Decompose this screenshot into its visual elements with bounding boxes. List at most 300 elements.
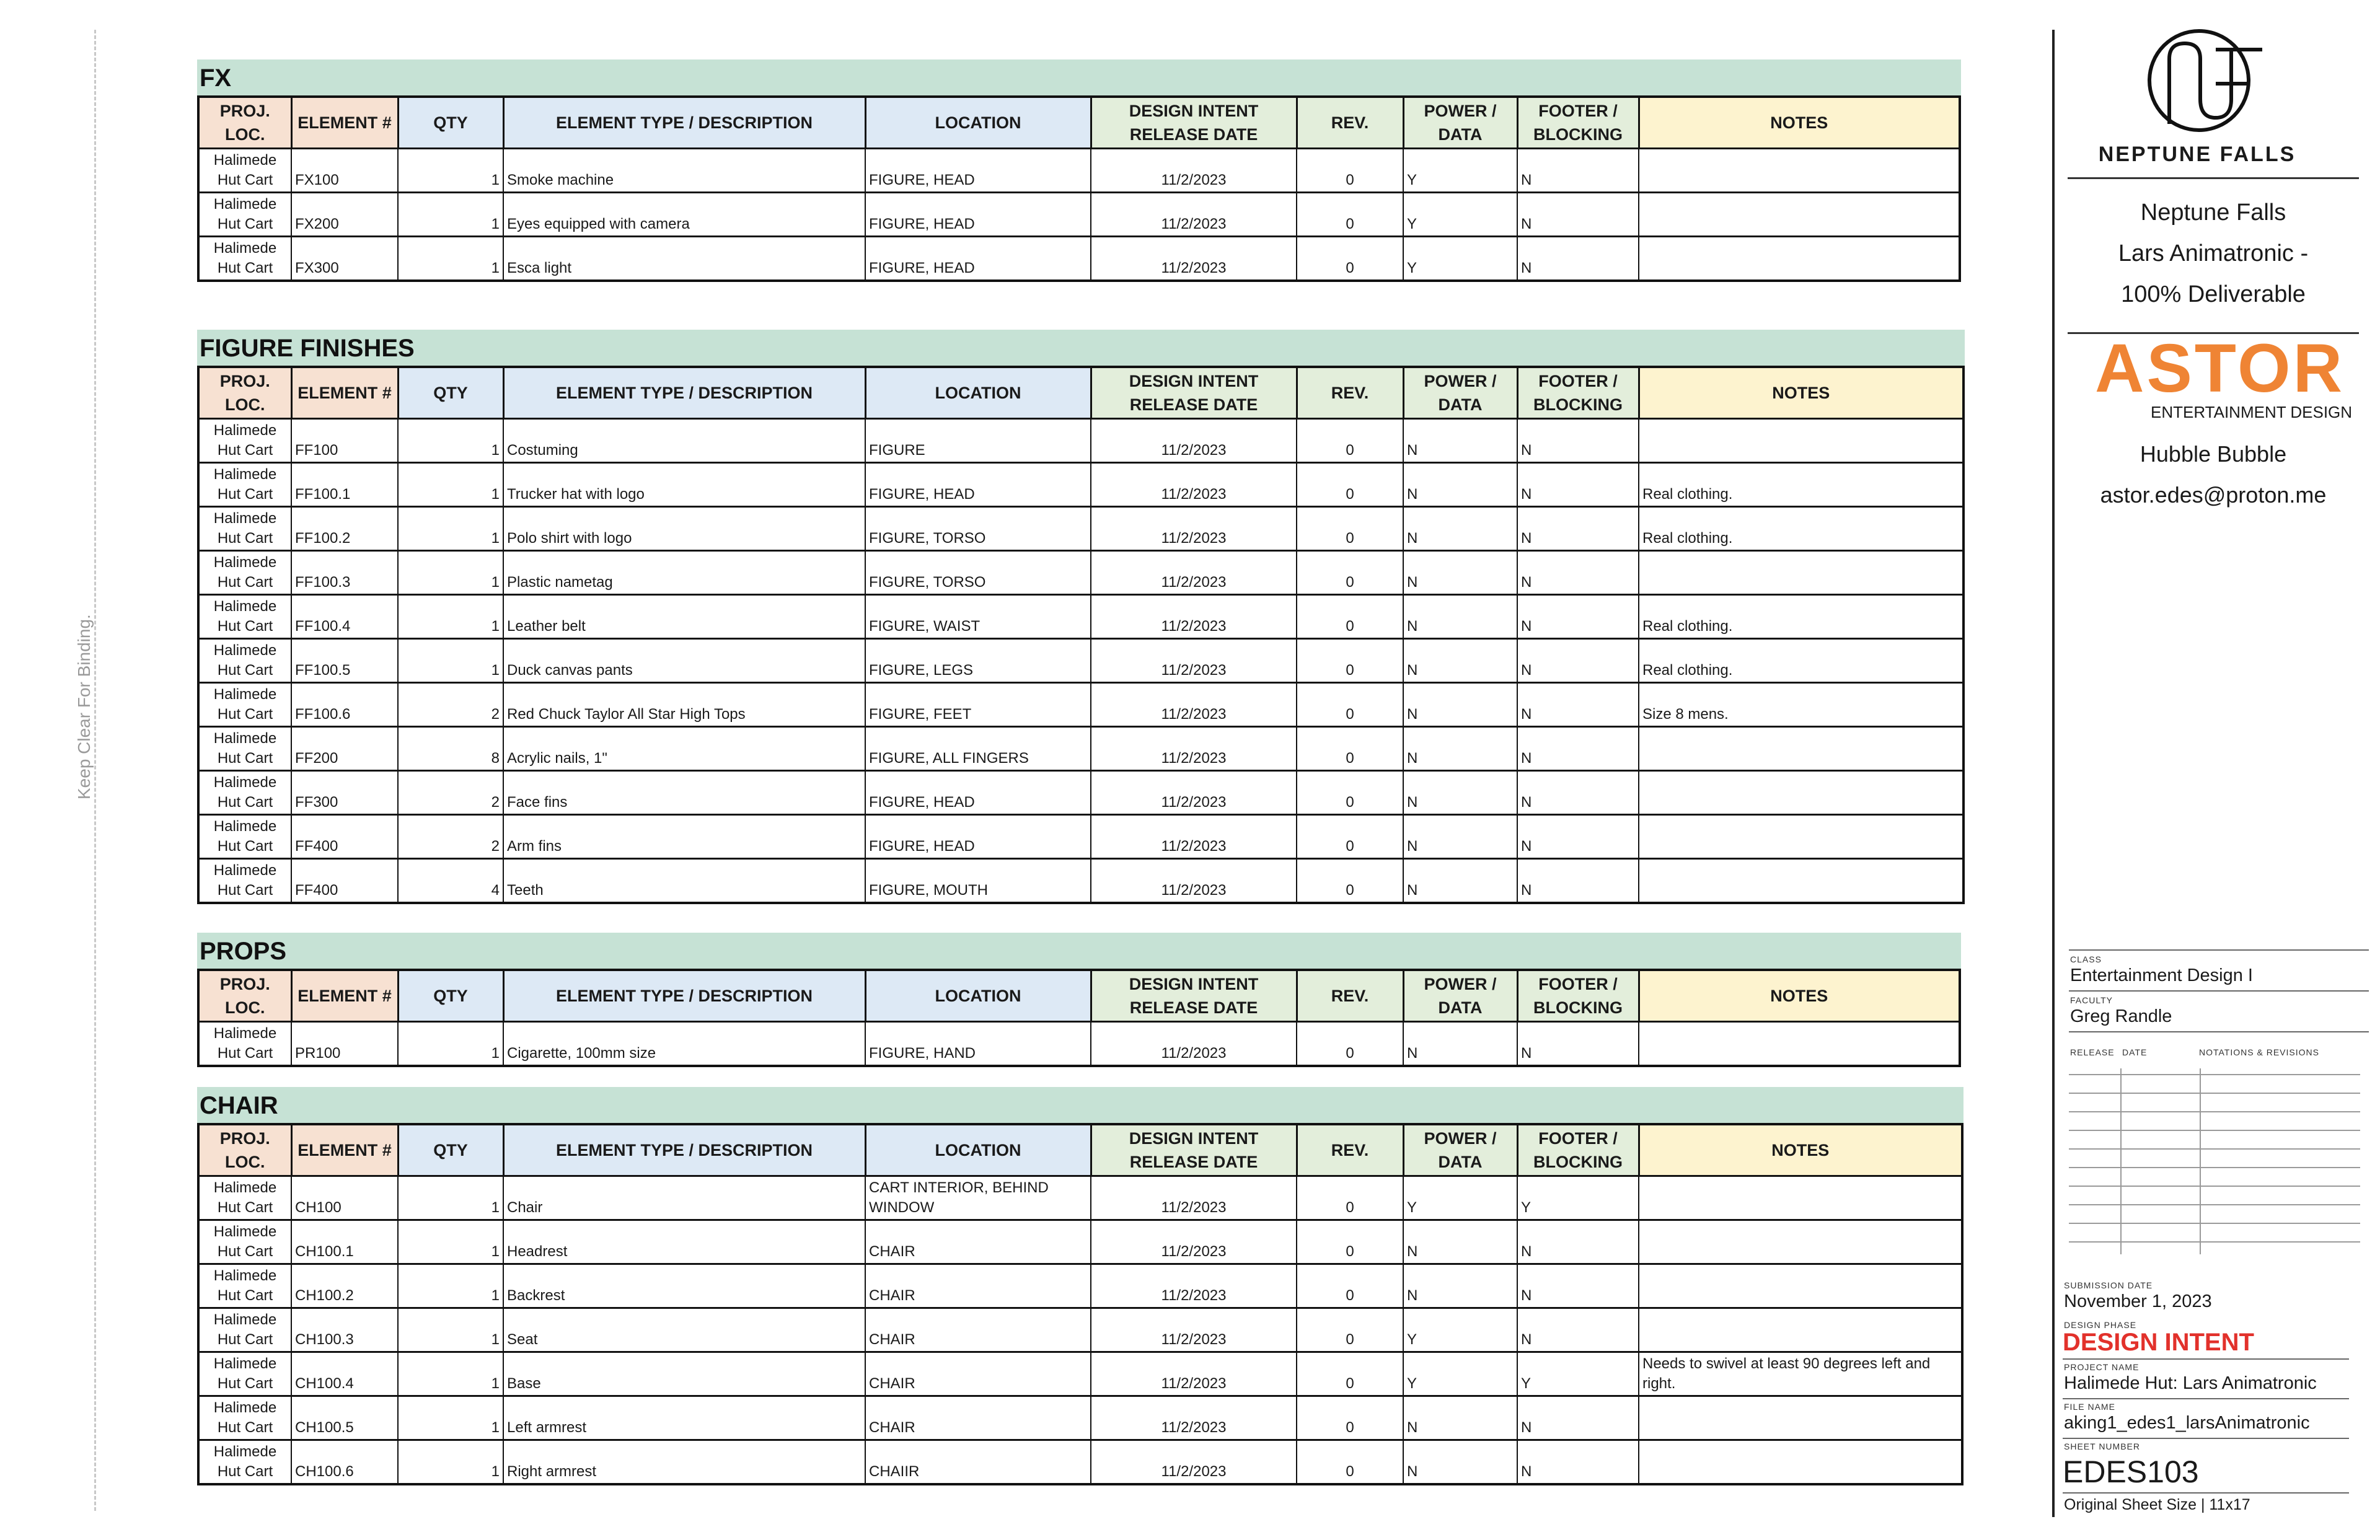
rev-header-date: DATE xyxy=(2122,1047,2148,1057)
cell-qty: 1 xyxy=(398,237,503,281)
cell-qty: 1 xyxy=(398,551,503,595)
cell-rev: 0 xyxy=(1297,463,1403,507)
cell-loc: FIGURE, WAIST xyxy=(865,595,1091,639)
cell-qty: 1 xyxy=(398,1440,503,1485)
cell-power: N xyxy=(1403,551,1517,595)
cell-rev: 0 xyxy=(1297,1396,1403,1440)
title-block-rule xyxy=(2068,177,2359,179)
cell-notes xyxy=(1639,771,1963,815)
cell-elem: CH100.1 xyxy=(291,1220,398,1264)
column-header-notes: NOTES xyxy=(1639,970,1960,1022)
cell-proj: Halimede Hut Cart xyxy=(198,1308,291,1352)
cell-proj: Halimede Hut Cart xyxy=(198,193,291,237)
cell-loc: FIGURE, TORSO xyxy=(865,551,1091,595)
cell-date: 11/2/2023 xyxy=(1091,1352,1297,1396)
cell-rev: 0 xyxy=(1297,595,1403,639)
cell-elem: FF100.1 xyxy=(291,463,398,507)
schedule-table xyxy=(197,969,1961,1067)
cell-proj: Halimede Hut Cart xyxy=(198,815,291,859)
cell-elem: CH100.6 xyxy=(291,1440,398,1485)
title-block-divider xyxy=(2052,30,2055,1517)
cell-loc: FIGURE, HEAD xyxy=(865,149,1091,193)
cell-rev: 0 xyxy=(1297,727,1403,771)
cell-rev: 0 xyxy=(1297,815,1403,859)
cell-qty: 1 xyxy=(398,1308,503,1352)
column-header-proj: PROJ. LOC. xyxy=(198,367,291,419)
header-row xyxy=(198,97,1960,149)
table-row xyxy=(198,1220,1962,1264)
cell-type: Base xyxy=(503,1352,865,1396)
cell-proj: Halimede Hut Cart xyxy=(198,727,291,771)
cell-notes xyxy=(1639,551,1963,595)
cell-footer: N xyxy=(1517,1264,1639,1308)
section-props xyxy=(197,933,1961,1067)
cell-elem: CH100 xyxy=(291,1176,398,1220)
cell-footer: N xyxy=(1517,1440,1639,1485)
cell-date: 11/2/2023 xyxy=(1091,1022,1297,1067)
table-row xyxy=(198,595,1963,639)
column-header-loc: LOCATION xyxy=(865,1124,1091,1176)
meta-rule xyxy=(2069,949,2369,951)
cell-proj: Halimede Hut Cart xyxy=(198,1176,291,1220)
cell-notes xyxy=(1639,419,1963,463)
cell-notes xyxy=(1639,193,1960,237)
table-row xyxy=(198,771,1963,815)
cell-proj: Halimede Hut Cart xyxy=(198,237,291,281)
column-header-power: POWER / DATA xyxy=(1403,97,1517,149)
column-header-proj: PROJ. LOC. xyxy=(198,970,291,1022)
meta-rule xyxy=(2063,1492,2349,1494)
cell-loc: CHAIR xyxy=(865,1308,1091,1352)
cell-elem: FF100.6 xyxy=(291,683,398,727)
cell-date: 11/2/2023 xyxy=(1091,859,1297,904)
cell-qty: 2 xyxy=(398,683,503,727)
column-header-qty: QTY xyxy=(398,970,503,1022)
cell-notes xyxy=(1639,727,1963,771)
cell-date: 11/2/2023 xyxy=(1091,551,1297,595)
cell-notes xyxy=(1639,1308,1962,1352)
cell-proj: Halimede Hut Cart xyxy=(198,1022,291,1067)
cell-loc: FIGURE, ALL FINGERS xyxy=(865,727,1091,771)
table-row xyxy=(198,1440,1962,1485)
cell-power: N xyxy=(1403,595,1517,639)
table-row xyxy=(198,1176,1962,1220)
column-header-notes: NOTES xyxy=(1639,1124,1962,1176)
cell-footer: N xyxy=(1517,1396,1639,1440)
table-row xyxy=(198,1308,1962,1352)
header-row xyxy=(198,1124,1962,1176)
table-row xyxy=(198,507,1963,551)
project-name-value: Halimede Hut: Lars Animatronic xyxy=(2064,1373,2317,1393)
cell-qty: 1 xyxy=(398,149,503,193)
cell-elem: CH100.2 xyxy=(291,1264,398,1308)
cell-notes xyxy=(1639,1264,1962,1308)
cell-loc: FIGURE, HEAD xyxy=(865,463,1091,507)
cell-loc: FIGURE, HEAD xyxy=(865,237,1091,281)
cell-footer: N xyxy=(1517,237,1639,281)
cell-loc: CHAIR xyxy=(865,1220,1091,1264)
column-header-elem: ELEMENT # xyxy=(291,367,398,419)
cell-loc: FIGURE, MOUTH xyxy=(865,859,1091,904)
cell-qty: 1 xyxy=(398,419,503,463)
cell-rev: 0 xyxy=(1297,1176,1403,1220)
cell-type: Smoke machine xyxy=(503,149,865,193)
cell-power: Y xyxy=(1403,1308,1517,1352)
column-header-footer: FOOTER / BLOCKING xyxy=(1517,1124,1639,1176)
neptune-falls-logo-icon xyxy=(2064,25,2361,143)
cell-proj: Halimede Hut Cart xyxy=(198,419,291,463)
cell-notes xyxy=(1639,1440,1962,1485)
column-header-footer: FOOTER / BLOCKING xyxy=(1517,367,1639,419)
cell-type: Eyes equipped with camera xyxy=(503,193,865,237)
design-phase-label: DESIGN PHASE xyxy=(2064,1320,2137,1330)
cell-type: Backrest xyxy=(503,1264,865,1308)
cell-type: Plastic nametag xyxy=(503,551,865,595)
submission-date-label: SUBMISSION DATE xyxy=(2064,1280,2153,1290)
file-name-label: FILE NAME xyxy=(2064,1402,2115,1412)
cell-elem: CH100.4 xyxy=(291,1352,398,1396)
meta-rule xyxy=(2063,1358,2349,1360)
column-header-power: POWER / DATA xyxy=(1403,1124,1517,1176)
cell-date: 11/2/2023 xyxy=(1091,1308,1297,1352)
cell-qty: 1 xyxy=(398,1022,503,1067)
cell-footer: N xyxy=(1517,595,1639,639)
column-header-notes: NOTES xyxy=(1639,97,1960,149)
rev-header-release: RELEASE xyxy=(2070,1047,2115,1057)
cell-notes: Real clothing. xyxy=(1639,463,1963,507)
cell-date: 11/2/2023 xyxy=(1091,595,1297,639)
table-row xyxy=(198,419,1963,463)
cell-footer: N xyxy=(1517,1308,1639,1352)
cell-power: Y xyxy=(1403,193,1517,237)
cell-type: Teeth xyxy=(503,859,865,904)
cell-date: 11/2/2023 xyxy=(1091,463,1297,507)
cell-date: 11/2/2023 xyxy=(1091,1396,1297,1440)
schedule-table xyxy=(197,1123,1963,1485)
cell-rev: 0 xyxy=(1297,237,1403,281)
cell-footer: N xyxy=(1517,815,1639,859)
cell-footer: N xyxy=(1517,1022,1639,1067)
section-title: PROPS xyxy=(197,933,1961,969)
cell-rev: 0 xyxy=(1297,149,1403,193)
cell-elem: FF100 xyxy=(291,419,398,463)
sheet-number-label: SHEET NUMBER xyxy=(2064,1441,2140,1451)
cell-qty: 4 xyxy=(398,859,503,904)
cell-power: N xyxy=(1403,859,1517,904)
cell-power: Y xyxy=(1403,237,1517,281)
column-header-qty: QTY xyxy=(398,1124,503,1176)
neptune-falls-logo xyxy=(2064,25,2361,174)
cell-notes xyxy=(1639,237,1960,281)
cell-proj: Halimede Hut Cart xyxy=(198,551,291,595)
cell-proj: Halimede Hut Cart xyxy=(198,683,291,727)
cell-elem: FF400 xyxy=(291,815,398,859)
cell-qty: 1 xyxy=(398,1220,503,1264)
column-header-footer: FOOTER / BLOCKING xyxy=(1517,970,1639,1022)
file-name-value: aking1_edes1_larsAnimatronic xyxy=(2064,1413,2310,1433)
cell-notes: Real clothing. xyxy=(1639,595,1963,639)
cell-date: 11/2/2023 xyxy=(1091,771,1297,815)
cell-elem: FX100 xyxy=(291,149,398,193)
cell-notes xyxy=(1639,1396,1962,1440)
cell-power: N xyxy=(1403,639,1517,683)
table-row xyxy=(198,463,1963,507)
column-header-rev: REV. xyxy=(1297,1124,1403,1176)
cell-rev: 0 xyxy=(1297,771,1403,815)
column-header-rev: REV. xyxy=(1297,97,1403,149)
cell-rev: 0 xyxy=(1297,1440,1403,1485)
meta-rule xyxy=(2063,1398,2349,1399)
column-header-power: POWER / DATA xyxy=(1403,970,1517,1022)
project-title xyxy=(2068,192,2359,315)
cell-power: N xyxy=(1403,815,1517,859)
faculty-label: FACULTY xyxy=(2070,995,2113,1005)
studio-name: Hubble Bubble xyxy=(2140,441,2287,467)
column-header-date: DESIGN INTENT RELEASE DATE xyxy=(1091,97,1297,149)
column-header-elem: ELEMENT # xyxy=(291,97,398,149)
schedule-table xyxy=(197,95,1961,282)
cell-power: Y xyxy=(1403,1352,1517,1396)
column-header-notes: NOTES xyxy=(1639,367,1963,419)
binding-note: Keep Clear For Binding. xyxy=(74,614,94,799)
column-header-proj: PROJ. LOC. xyxy=(198,1124,291,1176)
column-header-loc: LOCATION xyxy=(865,970,1091,1022)
cell-proj: Halimede Hut Cart xyxy=(198,463,291,507)
cell-footer: N xyxy=(1517,193,1639,237)
cell-loc: FIGURE, TORSO xyxy=(865,507,1091,551)
cell-proj: Halimede Hut Cart xyxy=(198,1264,291,1308)
cell-type: Duck canvas pants xyxy=(503,639,865,683)
cell-type: Costuming xyxy=(503,419,865,463)
submission-date-value: November 1, 2023 xyxy=(2064,1291,2212,1311)
binding-margin-line xyxy=(94,30,96,1511)
column-header-qty: QTY xyxy=(398,367,503,419)
cell-elem: FF100.4 xyxy=(291,595,398,639)
cell-rev: 0 xyxy=(1297,1352,1403,1396)
meta-rule xyxy=(2063,1438,2349,1439)
cell-elem: FF100.2 xyxy=(291,507,398,551)
header-row xyxy=(198,970,1960,1022)
cell-power: Y xyxy=(1403,149,1517,193)
cell-loc: FIGURE, HEAD xyxy=(865,815,1091,859)
cell-rev: 0 xyxy=(1297,507,1403,551)
cell-proj: Halimede Hut Cart xyxy=(198,771,291,815)
cell-qty: 1 xyxy=(398,595,503,639)
cell-type: Polo shirt with logo xyxy=(503,507,865,551)
column-header-loc: LOCATION xyxy=(865,97,1091,149)
cell-rev: 0 xyxy=(1297,683,1403,727)
cell-type: Headrest xyxy=(503,1220,865,1264)
column-header-footer: FOOTER / BLOCKING xyxy=(1517,97,1639,149)
cell-loc: CHAIIR xyxy=(865,1440,1091,1485)
table-row xyxy=(198,1022,1960,1067)
cell-type: Chair xyxy=(503,1176,865,1220)
cell-date: 11/2/2023 xyxy=(1091,419,1297,463)
cell-power: N xyxy=(1403,1396,1517,1440)
cell-type: Seat xyxy=(503,1308,865,1352)
cell-notes: Size 8 mens. xyxy=(1639,683,1963,727)
cell-proj: Halimede Hut Cart xyxy=(198,595,291,639)
company-logo: ASTOR xyxy=(2095,330,2345,407)
cell-footer: N xyxy=(1517,771,1639,815)
table-row xyxy=(198,683,1963,727)
cell-power: N xyxy=(1403,771,1517,815)
cell-footer: N xyxy=(1517,551,1639,595)
column-header-type: ELEMENT TYPE / DESCRIPTION xyxy=(503,97,865,149)
cell-rev: 0 xyxy=(1297,551,1403,595)
cell-power: N xyxy=(1403,507,1517,551)
cell-type: Leather belt xyxy=(503,595,865,639)
table-row xyxy=(198,193,1960,237)
cell-footer: N xyxy=(1517,859,1639,904)
cell-type: Cigarette, 100mm size xyxy=(503,1022,865,1067)
column-header-rev: REV. xyxy=(1297,367,1403,419)
cell-qty: 1 xyxy=(398,507,503,551)
section-figure-finishes xyxy=(197,330,1965,904)
cell-elem: PR100 xyxy=(291,1022,398,1067)
cell-type: Left armrest xyxy=(503,1396,865,1440)
cell-type: Red Chuck Taylor All Star High Tops xyxy=(503,683,865,727)
cell-notes: Real clothing. xyxy=(1639,639,1963,683)
logo-wordmark: NEPTUNE FALLS xyxy=(2098,143,2296,166)
cell-loc: CHAIR xyxy=(865,1264,1091,1308)
cell-date: 11/2/2023 xyxy=(1091,1264,1297,1308)
cell-notes xyxy=(1639,1220,1962,1264)
table-row xyxy=(198,1264,1962,1308)
cell-notes xyxy=(1639,859,1963,904)
revision-grid-lines xyxy=(2069,1068,2360,1254)
cell-footer: Y xyxy=(1517,1352,1639,1396)
project-name-label: PROJECT NAME xyxy=(2064,1362,2140,1372)
table-row xyxy=(198,149,1960,193)
cell-notes xyxy=(1639,815,1963,859)
cell-type: Arm fins xyxy=(503,815,865,859)
cell-type: Acrylic nails, 1" xyxy=(503,727,865,771)
project-title-line: 100% Deliverable xyxy=(2121,281,2306,307)
cell-power: Y xyxy=(1403,1176,1517,1220)
cell-elem: FX200 xyxy=(291,193,398,237)
cell-type: Right armrest xyxy=(503,1440,865,1485)
table-row xyxy=(198,639,1963,683)
cell-footer: N xyxy=(1517,639,1639,683)
schedule-table xyxy=(197,366,1965,904)
revision-grid xyxy=(2069,1068,2360,1254)
cell-proj: Halimede Hut Cart xyxy=(198,639,291,683)
table-row xyxy=(198,859,1963,904)
cell-type: Esca light xyxy=(503,237,865,281)
cell-type: Trucker hat with logo xyxy=(503,463,865,507)
cell-power: N xyxy=(1403,419,1517,463)
table-row xyxy=(198,1396,1962,1440)
column-header-date: DESIGN INTENT RELEASE DATE xyxy=(1091,367,1297,419)
cell-loc: CHAIR xyxy=(865,1352,1091,1396)
table-row xyxy=(198,815,1963,859)
cell-notes: Needs to swivel at least 90 degrees left and right. xyxy=(1639,1352,1962,1396)
cell-elem: CH100.5 xyxy=(291,1396,398,1440)
column-header-elem: ELEMENT # xyxy=(291,970,398,1022)
cell-notes xyxy=(1639,149,1960,193)
cell-rev: 0 xyxy=(1297,1308,1403,1352)
cell-footer: N xyxy=(1517,727,1639,771)
cell-footer: Y xyxy=(1517,1176,1639,1220)
cell-rev: 0 xyxy=(1297,859,1403,904)
cell-date: 11/2/2023 xyxy=(1091,815,1297,859)
cell-loc: FIGURE, HEAD xyxy=(865,771,1091,815)
table-row xyxy=(198,727,1963,771)
cell-elem: FF200 xyxy=(291,727,398,771)
meta-rule xyxy=(2069,1031,2369,1032)
cell-date: 11/2/2023 xyxy=(1091,727,1297,771)
column-header-elem: ELEMENT # xyxy=(291,1124,398,1176)
cell-loc: FIGURE, HEAD xyxy=(865,193,1091,237)
cell-footer: N xyxy=(1517,1220,1639,1264)
cell-elem: CH100.3 xyxy=(291,1308,398,1352)
cell-date: 11/2/2023 xyxy=(1091,237,1297,281)
meta-rule xyxy=(2069,990,2369,992)
cell-footer: N xyxy=(1517,149,1639,193)
cell-qty: 2 xyxy=(398,771,503,815)
cell-footer: N xyxy=(1517,419,1639,463)
cell-rev: 0 xyxy=(1297,1264,1403,1308)
table-row xyxy=(198,551,1963,595)
cell-date: 11/2/2023 xyxy=(1091,149,1297,193)
company-subtitle: ENTERTAINMENT DESIGN xyxy=(2151,403,2353,421)
cell-date: 11/2/2023 xyxy=(1091,1440,1297,1485)
column-header-type: ELEMENT TYPE / DESCRIPTION xyxy=(503,1124,865,1176)
cell-proj: Halimede Hut Cart xyxy=(198,149,291,193)
section-title: FX xyxy=(197,59,1961,95)
section-title: CHAIR xyxy=(197,1087,1963,1123)
column-header-date: DESIGN INTENT RELEASE DATE xyxy=(1091,1124,1297,1176)
cell-proj: Halimede Hut Cart xyxy=(198,859,291,904)
section-fx xyxy=(197,59,1961,282)
cell-notes xyxy=(1639,1022,1960,1067)
column-header-type: ELEMENT TYPE / DESCRIPTION xyxy=(503,970,865,1022)
table-row xyxy=(198,237,1960,281)
header-row xyxy=(198,367,1963,419)
cell-loc: CHAIR xyxy=(865,1396,1091,1440)
column-header-proj: PROJ. LOC. xyxy=(198,97,291,149)
sheet-number-value: EDES103 xyxy=(2063,1454,2199,1489)
design-phase-value: DESIGN INTENT xyxy=(2063,1329,2254,1356)
cell-power: N xyxy=(1403,463,1517,507)
cell-notes: Real clothing. xyxy=(1639,507,1963,551)
cell-elem: FF400 xyxy=(291,859,398,904)
cell-rev: 0 xyxy=(1297,193,1403,237)
cell-power: N xyxy=(1403,1022,1517,1067)
cell-power: N xyxy=(1403,1264,1517,1308)
cell-footer: N xyxy=(1517,463,1639,507)
cell-qty: 2 xyxy=(398,815,503,859)
cell-power: N xyxy=(1403,727,1517,771)
rev-header-notes: NOTATIONS & REVISIONS xyxy=(2199,1047,2319,1057)
class-value: Entertainment Design I xyxy=(2070,966,2253,985)
cell-elem: FX300 xyxy=(291,237,398,281)
cell-loc: FIGURE xyxy=(865,419,1091,463)
contact-email: astor.edes@proton.me xyxy=(2100,482,2327,508)
cell-date: 11/2/2023 xyxy=(1091,639,1297,683)
cell-date: 11/2/2023 xyxy=(1091,1220,1297,1264)
column-header-rev: REV. xyxy=(1297,970,1403,1022)
column-header-power: POWER / DATA xyxy=(1403,367,1517,419)
cell-type: Face fins xyxy=(503,771,865,815)
cell-proj: Halimede Hut Cart xyxy=(198,507,291,551)
cell-qty: 1 xyxy=(398,1352,503,1396)
project-title-line: Lars Animatronic - xyxy=(2118,240,2309,266)
cell-qty: 1 xyxy=(398,1264,503,1308)
cell-qty: 1 xyxy=(398,1176,503,1220)
cell-proj: Halimede Hut Cart xyxy=(198,1440,291,1485)
